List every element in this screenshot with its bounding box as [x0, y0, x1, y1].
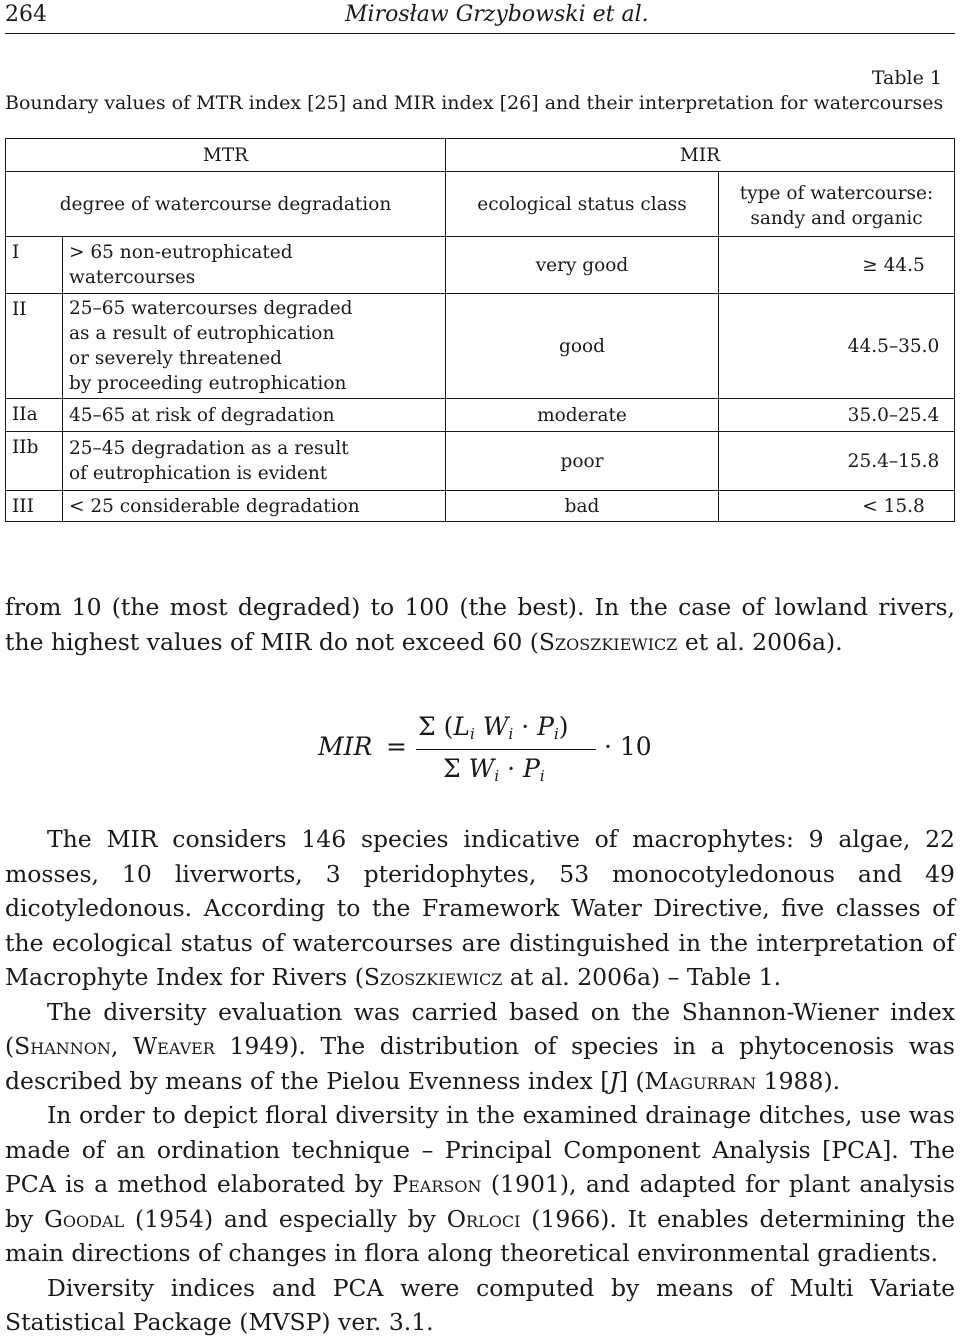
type-header-line1: type of watercourse: [739, 183, 934, 204]
paragraph-diversity: The diversity evaluation was carried based on the Shannon-Wiener index (Shannon, Weaver 1949). The distribution of species in a phytocenosis was described by means of the Pielou Evenness index [J] (Magurran 1988). [5, 997, 955, 1095]
status-cell: very good [446, 237, 719, 294]
mtr-group-header: MTR [6, 139, 446, 172]
mir-formula [318, 712, 658, 792]
value-cell: 25.4–15.8 [719, 432, 955, 491]
formula-denominator: Σ Wi · Pi [443, 754, 545, 785]
page-number: 264 [5, 2, 47, 27]
value-cell: < 15.8 [719, 491, 955, 522]
author-citation: Magurran [644, 1066, 757, 1095]
header-rule [5, 33, 955, 34]
status-cell: good [446, 294, 719, 399]
running-title: Mirosław Grzybowski et al. [345, 2, 649, 27]
body-text [5, 822, 955, 1340]
paragraph-pca: In order to depict floral diversity in the examined drainage ditches, use was made of an ordination technique – Principal Component Analysis [PCA]. The PCA is a method elaborated by Pearson (1901), and adapted for plant analysis by Goodal (1954) and especially by Orloci (1966). It enables determining the main directions of changes in flora along theoretical environmental gradients. [5, 1101, 956, 1267]
status-column-header: ecological status class [446, 172, 719, 237]
paragraph-mvsp: Diversity indices and PCA were computed by means of Multi Variate Statistical Package (MVSP) ver. 3.1. [5, 1273, 955, 1336]
status-cell: poor [446, 432, 719, 491]
type-column-header [719, 172, 955, 237]
description-cell: < 25 considerable degradation [63, 491, 446, 522]
formula-multiplier: · 10 [604, 732, 652, 761]
running-header [5, 0, 955, 34]
author-citation: Shannon [14, 1032, 111, 1060]
mir-group-header: MIR [446, 139, 955, 172]
table-caption: Boundary values of MTR index [25] and MIR index [26] and their interpretation for watercourses [5, 92, 944, 114]
author-citation: Szoszkiewicz [538, 627, 678, 656]
value-cell: ≥ 44.5 [719, 237, 955, 294]
class-cell: I [6, 237, 63, 294]
formula-numerator: Σ (Li Wi · Pi) [418, 712, 569, 743]
table-row [6, 399, 955, 432]
description-cell: 45–65 at risk of degradation [63, 399, 446, 432]
author-citation: Szoszkiewicz [363, 963, 503, 991]
class-cell: II [6, 294, 63, 399]
table-row [6, 491, 955, 522]
author-citation: Orloci [446, 1204, 521, 1233]
description-cell: 25–45 degradation as a result of eutrophication is evident [63, 432, 446, 491]
author-citation: Goodal [44, 1204, 125, 1233]
formula-lhs: MIR [318, 732, 373, 761]
status-cell: moderate [446, 399, 719, 432]
author-citation: Pearson [392, 1170, 482, 1198]
table-label: Table 1 [871, 67, 942, 89]
formula-equals: = [386, 732, 407, 761]
status-cell: bad [446, 491, 719, 522]
type-header-line2: sandy and organic [750, 208, 923, 229]
table-group-header-row [6, 139, 955, 172]
fraction-bar [416, 749, 596, 750]
class-cell: IIa [6, 399, 63, 432]
value-cell: 44.5–35.0 [719, 294, 955, 399]
table-row [6, 294, 955, 399]
table-row [6, 237, 955, 294]
boundary-table-wrapper [5, 138, 955, 522]
intro-paragraph: from 10 (the most degraded) to 100 (the best). In the case of lowland rivers, the highest values of MIR do not exceed 60 (Szoszkiewicz et al. 2006a). [5, 593, 955, 656]
class-cell: III [6, 491, 63, 522]
paragraph-mir-species: The MIR considers 146 species indicative of macrophytes: 9 algae, 22 mosses, 10 liverworts, 3 pteridophytes, 53 monocotyledonous and 49 dicotyledonous. According to the Framework Water Directive, five classes of the ecological status of watercourses are distinguished in the interpretation of Macrophyte Index for Rivers (Szoszkiewicz at al. 2006a) – Table 1. [5, 825, 955, 991]
description-cell: > 65 non-eutrophicated watercourses [63, 237, 446, 294]
table-column-header-row [6, 172, 955, 237]
boundary-table [5, 138, 955, 522]
table-row [6, 432, 955, 491]
value-cell: 35.0–25.4 [719, 399, 955, 432]
class-cell: IIb [6, 432, 63, 491]
author-citation: Weaver [132, 1032, 215, 1060]
description-cell: 25–65 watercourses degraded as a result of eutrophication or severely threatened by proceeding eutrophication [63, 294, 446, 399]
degree-column-header: degree of watercourse degradation [6, 172, 446, 237]
